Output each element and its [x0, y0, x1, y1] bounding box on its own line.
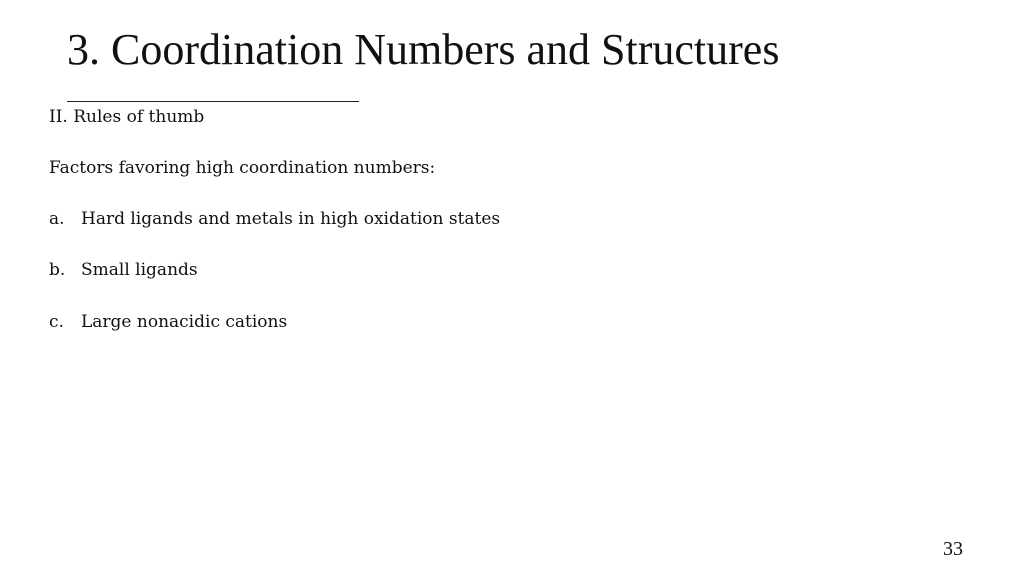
list-marker: b. — [49, 260, 66, 280]
list-marker: a. — [49, 209, 65, 229]
intro-text: Factors favoring high coordination numbers: — [49, 158, 436, 178]
title-underline — [67, 101, 359, 102]
list-marker: c. — [49, 312, 64, 332]
section-heading: II. Rules of thumb — [49, 107, 205, 127]
list-item-text: Hard ligands and metals in high oxidation states — [81, 209, 501, 229]
list-item-b — [49, 258, 198, 282]
list-item-c — [49, 310, 287, 334]
list-item-text: Small ligands — [81, 260, 198, 280]
slide-title: 3. Coordination Numbers and Structures — [67, 25, 780, 74]
list-item-a — [49, 207, 500, 231]
page-number: 33 — [943, 538, 963, 560]
list-item-text: Large nonacidic cations — [81, 312, 288, 332]
